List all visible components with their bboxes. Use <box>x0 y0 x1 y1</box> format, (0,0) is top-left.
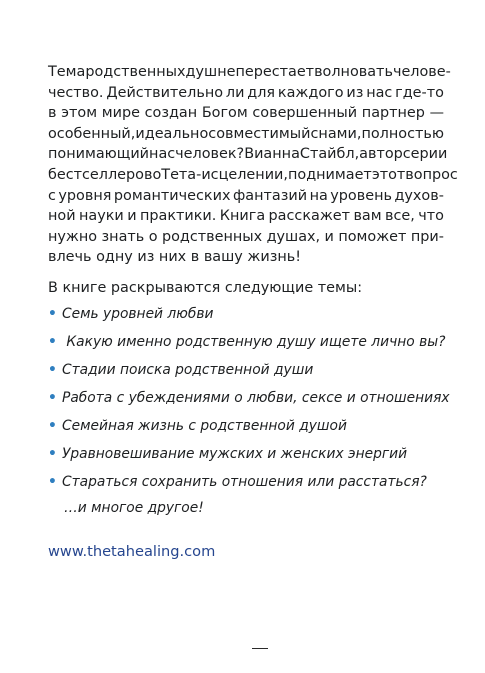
intro-word: этот <box>371 166 406 183</box>
bullet-icon: • <box>48 418 57 434</box>
intro-word: науки <box>78 208 124 225</box>
intro-word: партнер <box>361 105 425 122</box>
intro-word: при- <box>410 228 444 245</box>
intro-line <box>48 124 444 145</box>
intro-word: о <box>152 166 162 183</box>
topic-text: Стадии поиска родственной души <box>62 362 314 378</box>
intro-word: идеально <box>135 125 209 142</box>
intro-word: практики. <box>139 208 217 225</box>
intro-word: Тема <box>48 64 86 80</box>
intro-word: фантазий <box>232 187 308 204</box>
topic-item <box>48 388 450 410</box>
intro-word: в <box>48 105 57 122</box>
intro-line <box>48 186 444 207</box>
intro-word: особенный, <box>48 125 136 142</box>
intro-line <box>48 227 444 248</box>
intro-word: челове- <box>392 64 451 80</box>
intro-word: знать <box>101 228 145 245</box>
intro-word: где-то <box>395 84 444 101</box>
bullet-icon: • <box>48 306 57 322</box>
intro-word: поможет <box>338 228 407 245</box>
intro-word: и <box>324 228 334 245</box>
bullet-icon: • <box>48 446 57 462</box>
intro-word: понимающий <box>48 146 150 163</box>
page-number-dash <box>252 648 268 649</box>
intro-word: — <box>429 105 444 122</box>
intro-word: романтических <box>113 187 231 204</box>
intro-word: перестает <box>235 64 315 80</box>
intro-word: Вианна <box>244 146 300 163</box>
bullet-icon: • <box>48 474 57 490</box>
intro-line <box>48 206 444 227</box>
intro-word: создан <box>144 105 198 122</box>
intro-word: влечь одну из них в вашу жизнь! <box>48 249 302 266</box>
intro-word: не <box>217 64 236 80</box>
topic-item <box>48 332 445 354</box>
more-text: …и многое другое! <box>64 500 204 516</box>
intro-word: духов- <box>394 187 444 204</box>
intro-line <box>48 103 444 124</box>
intro-word: из <box>346 84 364 101</box>
intro-word: этом <box>61 105 98 122</box>
topic-text: Работа с убеждениями о любви, сексе и отношениях <box>62 390 450 406</box>
intro-word: нами, <box>318 125 362 142</box>
intro-word: автор <box>359 146 403 163</box>
intro-word: волновать <box>314 64 393 80</box>
intro-word: расскажет <box>268 208 351 225</box>
topic-item <box>48 472 427 494</box>
intro-word: ли <box>225 84 245 101</box>
intro-line <box>48 83 444 104</box>
intro-word: каждого <box>277 84 344 101</box>
intro-word: нас <box>366 84 393 101</box>
intro-word: о <box>148 228 158 245</box>
intro-word: душ <box>185 64 218 80</box>
intro-word: совершенный <box>252 105 358 122</box>
intro-word: поднимает <box>287 166 372 183</box>
intro-word: родственных <box>161 228 263 245</box>
intro-word: душах, <box>266 228 321 245</box>
topic-item <box>48 444 407 466</box>
intro-word: все, <box>385 208 415 225</box>
intro-word: родственных <box>85 64 186 80</box>
intro-word: чество. <box>48 84 104 101</box>
intro-paragraph <box>48 62 458 268</box>
topic-item <box>48 304 213 326</box>
topic-text: Какую именно родственную душу ищете лично вы? <box>62 334 446 350</box>
intro-word: мире <box>101 105 140 122</box>
website-link[interactable]: www.thetahealing.com <box>48 543 216 560</box>
intro-word: серии <box>402 146 448 163</box>
bullet-icon: • <box>48 390 57 406</box>
topics-heading: В книге раскрываются следующие темы: <box>48 280 363 296</box>
bullet-icon: • <box>48 362 57 378</box>
intro-word: Богом <box>201 105 248 122</box>
intro-word: и <box>127 208 137 225</box>
intro-word: человек? <box>175 146 245 163</box>
intro-line <box>48 165 458 186</box>
intro-word: ной <box>48 208 76 225</box>
intro-word: на <box>309 187 328 204</box>
intro-word: Стайбл, <box>299 146 360 163</box>
intro-word: полностью <box>361 125 444 142</box>
topic-text: Семь уровней любви <box>62 306 214 322</box>
intro-word: что <box>418 208 444 225</box>
topic-item <box>48 416 347 438</box>
intro-line <box>48 144 448 165</box>
intro-word: вопрос <box>405 166 458 183</box>
intro-word: нас <box>149 146 176 163</box>
topic-text: Стараться сохранить отношения или расстаться? <box>62 474 427 490</box>
intro-word: Действительно <box>106 84 224 101</box>
intro-word: для <box>247 84 276 101</box>
intro-word: совместимый <box>208 125 311 142</box>
intro-line <box>48 62 451 83</box>
intro-word: нужно <box>48 228 98 245</box>
intro-word: с <box>48 187 56 204</box>
topic-item <box>48 360 313 382</box>
intro-word: Тета-исцелении, <box>161 166 288 183</box>
intro-line <box>48 247 444 268</box>
bullet-icon: • <box>48 334 57 350</box>
intro-word: вам <box>353 208 382 225</box>
topic-text: Семейная жизнь с родственной душой <box>62 418 347 434</box>
intro-word: с <box>310 125 319 142</box>
topic-text: Уравновешивание мужских и женских энергий <box>62 446 408 462</box>
intro-word: уровня <box>58 187 112 204</box>
intro-word: Книга <box>219 208 266 225</box>
intro-word: бестселлеров <box>48 166 153 183</box>
intro-word: уровень <box>330 187 392 204</box>
